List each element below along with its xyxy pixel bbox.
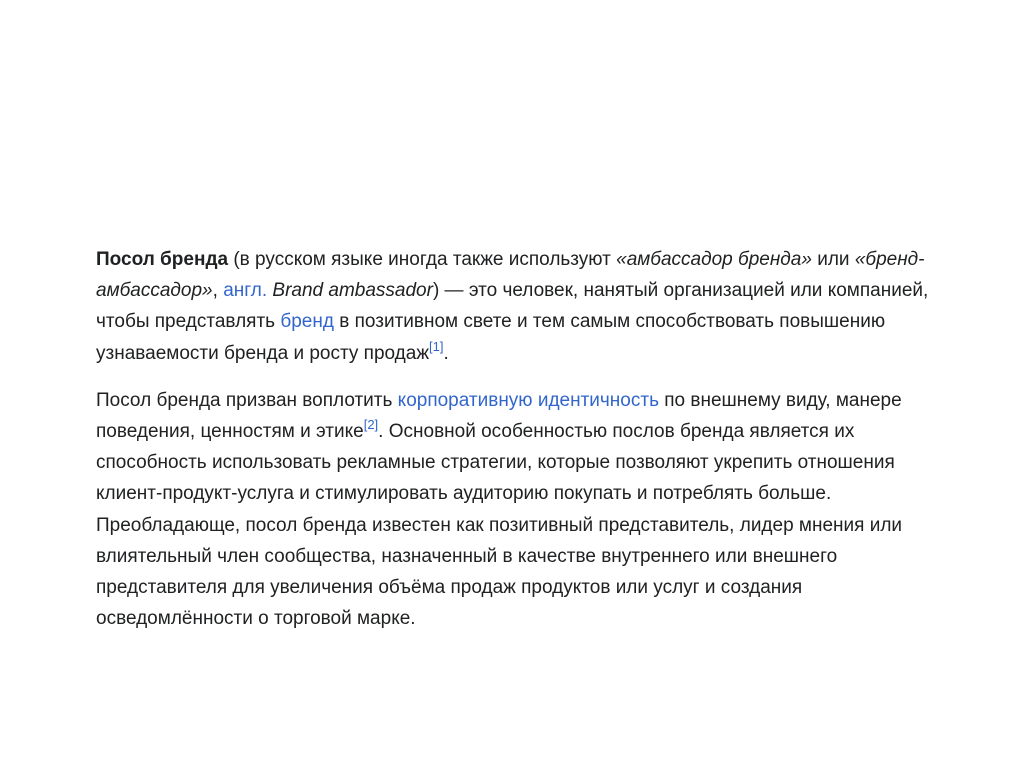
article-term: Посол бренда: [96, 249, 229, 270]
corporate-identity-link[interactable]: корпоративную идентичность: [397, 389, 659, 411]
text-segment: или: [811, 249, 855, 270]
text-segment: .: [443, 342, 449, 364]
paragraph-intro: [96, 244, 946, 369]
alt-name-1: «амбассадор бренда»: [616, 249, 812, 270]
english-language-link[interactable]: англ.: [223, 280, 268, 302]
text-segment: . Основной особенностью послов бренда является их способность использовать рекламные стратегии, которые позволяют укрепить отношения клиент-продукт-услуга и стимулировать аудиторию покупать и потреблять больше. Преобладающе, посол бренда известен как позитивный представитель, лидер мнения или влиятельный член сообщества, назначенный в качестве внутреннего или внешнего представителя для увеличения объёма продаж продуктов или услуг и создания осведомлённости о торговой марке.: [96, 421, 903, 630]
text-segment: Посол бренда призван воплотить: [96, 389, 398, 411]
reference-2-link[interactable]: [2]: [363, 417, 379, 433]
reference-2: [364, 417, 378, 432]
article-body: [96, 244, 946, 634]
reference-1: [429, 339, 443, 354]
brand-link[interactable]: бренд: [280, 311, 334, 333]
text-segment: в позитивном свете и тем самым способствовать повышению узнаваемости бренда и росту продаж: [96, 311, 886, 364]
text-segment: ,: [212, 280, 224, 302]
text-segment: ) — это человек, нанятый организацией или компанией, чтобы представлять: [96, 280, 929, 333]
english-term: Brand ambassador: [272, 280, 433, 302]
paragraph-main: [96, 385, 946, 635]
reference-1-link[interactable]: [1]: [429, 338, 444, 354]
alt-name-2: «бренд-амбассадор»: [96, 249, 925, 302]
text-segment: по внешнему виду, манере поведения, ценностям и этике: [96, 389, 902, 443]
text-segment: (в русском языке иногда также используют: [228, 249, 617, 270]
